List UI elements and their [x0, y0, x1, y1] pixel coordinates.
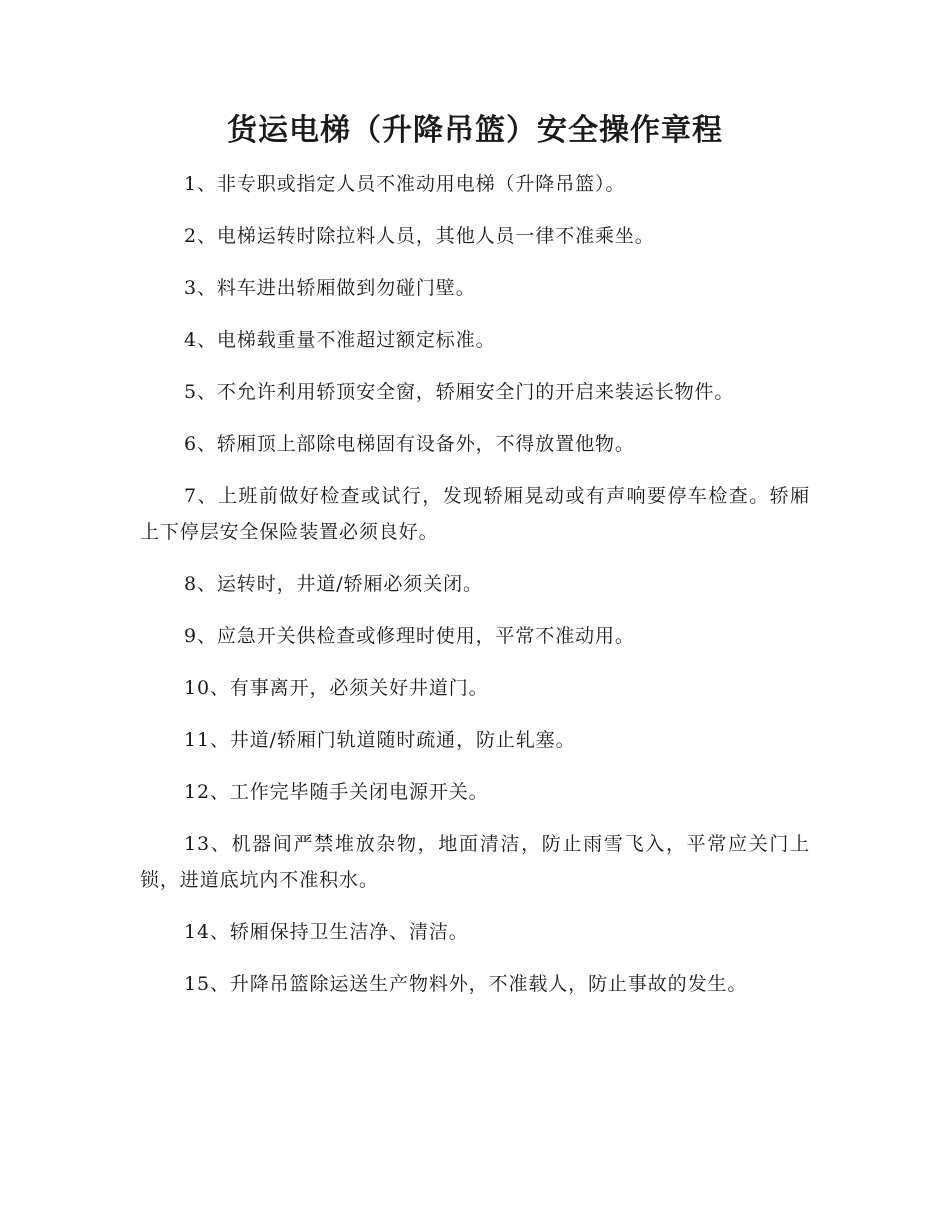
regulation-item-3: 3、料车进出轿厢做到勿碰门壁。: [184, 277, 476, 299]
regulation-item-5: 5、不允许利用轿顶安全窗，轿厢安全门的开启来装运长物件。: [184, 381, 735, 403]
document-body: [140, 166, 810, 1018]
regulation-item-15: 15、升降吊篮除运送生产物料外，不准载人，防止事故的发生。: [184, 973, 748, 995]
regulation-item-4: 4、电梯载重量不准超过额定标准。: [184, 329, 496, 351]
regulation-item-14: 14、轿厢保持卫生洁净、清洁。: [184, 921, 469, 943]
regulation-item-6: 6、轿厢顶上部除电梯固有设备外，不得放置他物。: [184, 433, 635, 455]
regulation-item-13: 13、机器间严禁堆放杂物，地面清洁，防止雨雪飞入，平常应关门上锁，进道底坑内不准积水。: [140, 833, 810, 891]
regulation-item-9: 9、应急开关供检查或修理时使用，平常不准动用。: [184, 625, 635, 647]
regulation-item-10: 10、有事离开，必须关好井道门。: [184, 677, 489, 699]
regulation-item-2: 2、电梯运转时除拉料人员，其他人员一律不准乘坐。: [184, 225, 655, 247]
regulation-item-12: 12、工作完毕随手关闭电源开关。: [184, 781, 489, 803]
regulation-item-8: 8、运转时，井道/轿厢必须关闭。: [184, 573, 483, 595]
regulation-item-7: 7、上班前做好检查或试行，发现轿厢晃动或有声响要停车检查。轿厢上下停层安全保险装置必须良好。: [140, 485, 810, 543]
regulation-item-11: 11、井道/轿厢门轨道随时疏通，防止轧塞。: [184, 729, 576, 751]
regulation-item-1: 1、非专职或指定人员不准动用电梯（升降吊篮）。: [184, 173, 626, 195]
document-title: 货运电梯（升降吊篮）安全操作章程: [227, 113, 723, 148]
